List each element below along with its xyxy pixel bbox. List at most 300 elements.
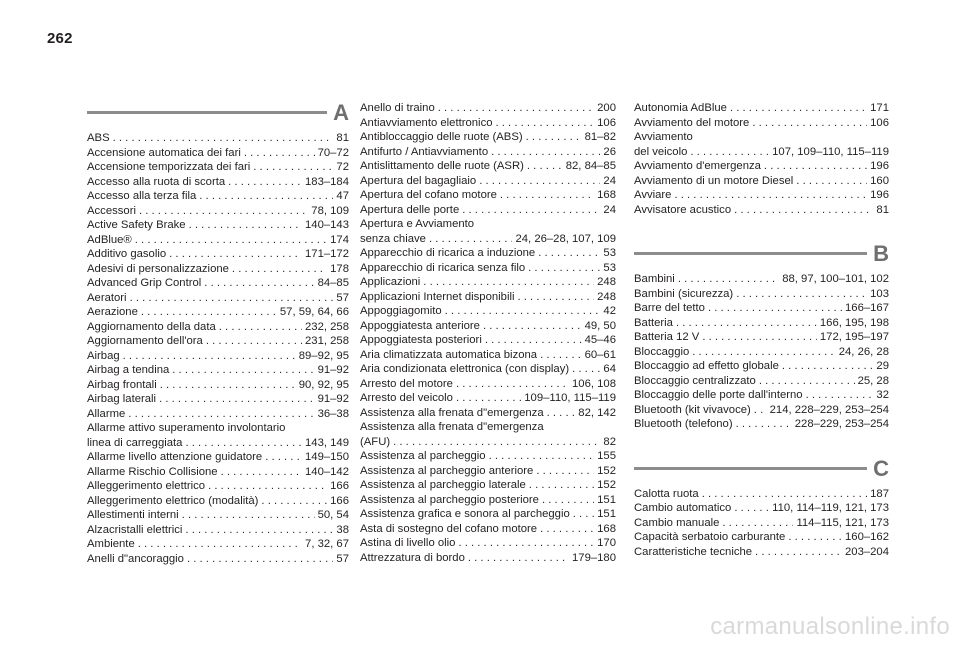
index-entry bbox=[360, 290, 616, 305]
index-entry-pages: 228–229, 253–254 bbox=[794, 418, 889, 430]
dot-leader bbox=[788, 530, 842, 545]
index-entry-pages: 187 bbox=[870, 487, 889, 500]
index-entry-label: Antifurto / Antiavviamento bbox=[360, 145, 489, 158]
dot-leader bbox=[755, 545, 842, 560]
dot-leader bbox=[734, 501, 769, 516]
index-entry-pages: 106 bbox=[870, 116, 889, 129]
index-entry-pages: 171–172 bbox=[305, 248, 349, 260]
dot-leader bbox=[138, 537, 302, 552]
index-entry-label: Assistenza al parcheggio laterale bbox=[360, 479, 526, 491]
index-entry bbox=[360, 246, 616, 261]
dot-leader bbox=[483, 319, 582, 334]
index-entry bbox=[87, 334, 349, 349]
index-entry-label-line: Allarme attivo superamento involontario bbox=[87, 422, 286, 434]
dot-leader bbox=[130, 291, 334, 306]
index-entry-pages: 53 bbox=[603, 261, 616, 274]
index-entry-pages: 88, 97, 100–101, 102 bbox=[782, 273, 889, 285]
index-entry-pages: 81–82 bbox=[584, 131, 616, 143]
index-entry-row bbox=[360, 551, 616, 566]
index-entry-row bbox=[360, 246, 616, 261]
index-entry bbox=[87, 204, 349, 219]
dot-leader bbox=[496, 116, 595, 131]
index-entry-list bbox=[634, 272, 889, 432]
index-entry-row bbox=[634, 301, 889, 316]
index-entry-row bbox=[87, 494, 349, 509]
index-entry-row bbox=[360, 464, 616, 479]
index-entry-pages: 36–38 bbox=[317, 407, 349, 420]
index-entry-pages: 91–92 bbox=[317, 393, 349, 405]
dot-leader bbox=[540, 348, 582, 363]
index-entry-label-line: Avviamento bbox=[634, 131, 693, 143]
dot-leader bbox=[690, 145, 769, 160]
index-entry-row bbox=[87, 479, 349, 494]
index-entry-label: (AFU) bbox=[360, 435, 391, 448]
index-entry-pages: 168 bbox=[597, 189, 616, 201]
dot-leader bbox=[253, 160, 333, 175]
index-entry-label: Avviamento di un motore Diesel bbox=[634, 174, 794, 187]
index-entry-pages: 82, 142 bbox=[578, 406, 616, 419]
index-entry-label: Additivo gasolio bbox=[87, 248, 167, 260]
index-entry-label: Calotta ruota bbox=[634, 487, 699, 500]
index-entry-row bbox=[87, 218, 349, 233]
index-entry bbox=[634, 101, 889, 116]
index-entry bbox=[87, 146, 349, 161]
dot-leader bbox=[538, 246, 600, 261]
index-entry-label: Airbag a tendina bbox=[87, 364, 170, 376]
index-entry-pages: 82 bbox=[603, 435, 616, 448]
index-entry-row bbox=[634, 145, 889, 160]
index-entry-pages: 248 bbox=[597, 290, 616, 303]
index-entry-row bbox=[360, 493, 616, 508]
index-entry-label: Applicazioni Internet disponibili bbox=[360, 290, 515, 303]
index-entry-row bbox=[360, 261, 616, 276]
index-entry-row bbox=[360, 522, 616, 537]
dot-leader bbox=[676, 316, 817, 331]
index-entry-row bbox=[87, 320, 349, 335]
index-entry bbox=[360, 116, 616, 131]
index-entry-row bbox=[634, 359, 889, 374]
dot-leader bbox=[261, 494, 327, 509]
watermark: carmanualsonline.info bbox=[710, 613, 950, 640]
dot-leader bbox=[752, 116, 867, 131]
index-entry-row bbox=[360, 333, 616, 348]
index-entry-pages: 57, 59, 64, 66 bbox=[279, 306, 349, 318]
index-entry bbox=[634, 388, 889, 403]
dot-leader bbox=[141, 305, 277, 320]
index-entry bbox=[360, 522, 616, 537]
index-entry-label: Bloccaggio centralizzato bbox=[634, 374, 756, 387]
section-header bbox=[634, 242, 889, 269]
dot-leader bbox=[722, 516, 793, 531]
index-entry bbox=[634, 403, 889, 418]
index-entry-row bbox=[634, 417, 889, 432]
dot-leader bbox=[540, 522, 594, 537]
index-entry-list bbox=[87, 131, 349, 566]
index-entry bbox=[634, 188, 889, 203]
index-entry-row bbox=[87, 247, 349, 262]
dot-leader bbox=[189, 218, 302, 233]
index-entry bbox=[360, 159, 616, 174]
index-entry bbox=[360, 203, 616, 218]
index-entry-label: Airbag laterali bbox=[87, 393, 157, 405]
index-entry-label: Assistenza alla frenata d"emergenza bbox=[360, 406, 544, 419]
index-entry-label: Apparecchio di ricarica a induzione bbox=[360, 247, 536, 259]
dot-leader bbox=[528, 261, 600, 276]
index-entry-row bbox=[634, 330, 889, 345]
index-entry-label: Apertura del bagagliaio bbox=[360, 174, 477, 187]
index-entry-label: Active Safety Brake bbox=[87, 219, 186, 231]
index-entry-pages: 160–162 bbox=[845, 531, 889, 543]
index-entry-pages: 174 bbox=[330, 233, 349, 246]
index-entry-label: Bloccaggio delle porte dall'interno bbox=[634, 389, 803, 401]
index-entry-row bbox=[360, 290, 616, 305]
dot-leader bbox=[462, 203, 600, 218]
index-entry-row bbox=[360, 159, 616, 174]
index-entry-pages: 24 bbox=[603, 203, 616, 216]
index-entry bbox=[360, 261, 616, 276]
dot-leader bbox=[708, 301, 842, 316]
section-header bbox=[634, 457, 889, 484]
index-entry-pages: 166–167 bbox=[845, 302, 889, 314]
index-entry-pages: 152 bbox=[597, 464, 616, 477]
dot-leader bbox=[169, 247, 302, 262]
index-entry-row bbox=[634, 487, 889, 502]
index-entry-label: Allarme Rischio Collisione bbox=[87, 465, 218, 478]
index-entry-label: Aggiornamento della data bbox=[87, 320, 216, 333]
index-entry bbox=[360, 333, 616, 348]
index-entry bbox=[634, 487, 889, 502]
index-entry-row bbox=[360, 116, 616, 131]
index-entry-label: Bloccaggio bbox=[634, 345, 690, 358]
index-entry-row bbox=[87, 233, 349, 248]
index-entry bbox=[360, 391, 616, 406]
index-entry-row bbox=[87, 276, 349, 291]
index-entry-label: Assistenza al parcheggio posteriore bbox=[360, 493, 539, 506]
index-entry-pages: 200 bbox=[597, 102, 616, 114]
index-entry-row bbox=[87, 305, 349, 320]
index-entry-label: Allestimenti interni bbox=[87, 509, 179, 521]
index-entry bbox=[360, 536, 616, 551]
index-entry-label: Advanced Grip Control bbox=[87, 277, 202, 289]
dot-leader bbox=[185, 523, 333, 538]
index-entry-row bbox=[634, 345, 889, 360]
dot-leader bbox=[199, 189, 333, 204]
index-entry-pages: 140–142 bbox=[305, 465, 349, 478]
index-entry-label: del veicolo bbox=[634, 145, 688, 158]
index-entry-pages: 149–150 bbox=[305, 451, 349, 463]
index-entry bbox=[634, 516, 889, 531]
index-entry-row bbox=[87, 378, 349, 393]
index-entry bbox=[360, 130, 616, 145]
index-entry bbox=[634, 301, 889, 316]
index-entry bbox=[634, 272, 889, 287]
index-entry-pages: 140–143 bbox=[305, 219, 349, 231]
dot-leader bbox=[468, 551, 569, 566]
dot-leader bbox=[754, 403, 767, 418]
index-entry bbox=[87, 218, 349, 233]
index-entry-pages: 172, 195–197 bbox=[819, 331, 889, 343]
index-entry bbox=[87, 349, 349, 364]
index-entry-label: Appoggiatesta anteriore bbox=[360, 319, 480, 332]
index-entry-label-line: Assistenza alla frenata d"emergenza bbox=[360, 421, 544, 433]
dot-leader bbox=[489, 449, 595, 464]
index-entry bbox=[87, 537, 349, 552]
index-entry-label: Antiavviamento elettronico bbox=[360, 116, 493, 129]
index-entry-list bbox=[634, 101, 889, 217]
index-entry bbox=[360, 188, 616, 203]
dot-leader bbox=[542, 493, 594, 508]
index-entry-label: Astina di livello olio bbox=[360, 537, 456, 549]
index-entry-label: Applicazioni bbox=[360, 276, 421, 288]
index-entry-pages: 26 bbox=[603, 145, 616, 158]
index-entry-label: Alleggerimento elettrico (modalità) bbox=[87, 494, 259, 507]
index-entry bbox=[87, 421, 349, 450]
index-entry bbox=[87, 552, 349, 567]
index-entry-row bbox=[360, 478, 616, 493]
dot-leader bbox=[185, 436, 302, 451]
index-entry-row bbox=[360, 275, 616, 290]
index-entry-label: Avviare bbox=[634, 189, 672, 201]
dot-leader bbox=[702, 487, 867, 502]
index-entry-label: Aria condizionata elettronica (con display) bbox=[360, 363, 570, 375]
index-entry-row bbox=[87, 450, 349, 465]
section-divider bbox=[634, 467, 867, 470]
index-entry bbox=[87, 450, 349, 465]
index-entry-label: Avviamento del motore bbox=[634, 116, 750, 129]
dot-leader bbox=[736, 287, 867, 302]
index-entry-row bbox=[87, 407, 349, 422]
index-entry bbox=[360, 348, 616, 363]
dot-leader bbox=[796, 174, 867, 189]
section-gap bbox=[634, 432, 889, 457]
index-entry-pages: 32 bbox=[876, 389, 889, 401]
dot-leader bbox=[232, 262, 327, 277]
dot-leader bbox=[221, 465, 302, 480]
index-entry-pages: 72 bbox=[336, 161, 349, 173]
index-entry-row bbox=[634, 188, 889, 203]
index-entry-label: Allarme livello attenzione guidatore bbox=[87, 451, 263, 463]
index-entry-row bbox=[360, 507, 616, 522]
index-entry-pages: 107, 109–110, 115–119 bbox=[772, 145, 889, 158]
index-entry bbox=[360, 217, 616, 246]
index-entry-pages: 60–61 bbox=[584, 348, 616, 361]
index-entry-label: Batteria bbox=[634, 316, 673, 329]
index-entry-row bbox=[634, 101, 889, 116]
index-entry-row bbox=[87, 465, 349, 480]
index-entry bbox=[87, 479, 349, 494]
index-entry bbox=[634, 374, 889, 389]
dot-leader bbox=[736, 417, 792, 432]
index-entry-label: Assistenza al parcheggio anteriore bbox=[360, 464, 534, 477]
dot-leader bbox=[759, 374, 855, 389]
index-entry-row bbox=[634, 501, 889, 516]
dot-leader bbox=[527, 159, 563, 174]
index-entry bbox=[87, 378, 349, 393]
dot-leader bbox=[228, 175, 302, 190]
index-entry-row bbox=[87, 392, 349, 407]
index-entry-row bbox=[634, 374, 889, 389]
index-entry bbox=[634, 130, 889, 159]
index-entry bbox=[87, 189, 349, 204]
index-entry bbox=[87, 465, 349, 480]
dot-leader bbox=[456, 377, 569, 392]
dot-leader bbox=[485, 333, 582, 348]
section-letter: B bbox=[873, 241, 889, 266]
index-entry bbox=[360, 420, 616, 449]
dot-leader bbox=[517, 290, 594, 305]
index-entry-label: Accensione temporizzata dei fari bbox=[87, 161, 251, 173]
index-entry-pages: 49, 50 bbox=[584, 319, 616, 332]
index-entry-pages: 78, 109 bbox=[311, 204, 349, 217]
index-entry-row bbox=[87, 334, 349, 349]
index-entry bbox=[360, 145, 616, 160]
index-entry-label: Accensione automatica dei fari bbox=[87, 146, 241, 159]
dot-leader bbox=[182, 508, 315, 523]
index-entry bbox=[87, 291, 349, 306]
index-column-2 bbox=[360, 101, 616, 565]
index-entry-pages: 25, 28 bbox=[857, 374, 889, 387]
index-entry bbox=[634, 417, 889, 432]
index-entry-row bbox=[360, 536, 616, 551]
index-entry bbox=[87, 407, 349, 422]
index-entry bbox=[360, 464, 616, 479]
index-entry bbox=[360, 304, 616, 319]
index-entry-row bbox=[87, 523, 349, 538]
dot-leader bbox=[491, 145, 600, 160]
index-entry bbox=[634, 545, 889, 560]
index-entry-pages: 106, 108 bbox=[572, 377, 616, 390]
dot-leader bbox=[438, 101, 594, 116]
index-entry bbox=[87, 131, 349, 146]
index-entry bbox=[634, 345, 889, 360]
index-entry-pages: 24, 26–28, 107, 109 bbox=[515, 232, 616, 245]
index-entry bbox=[87, 508, 349, 523]
index-entry bbox=[634, 316, 889, 331]
index-entry-row bbox=[634, 287, 889, 302]
index-entry-label: Alleggerimento elettrico bbox=[87, 480, 206, 492]
index-entry-row bbox=[634, 516, 889, 531]
index-entry bbox=[634, 530, 889, 545]
index-entry-row bbox=[87, 131, 349, 146]
index-entry-label: Attrezzatura di bordo bbox=[360, 551, 465, 564]
section-gap bbox=[634, 217, 889, 242]
index-entry-row bbox=[360, 406, 616, 421]
index-entry-pages: 196 bbox=[870, 160, 889, 172]
index-entry bbox=[360, 275, 616, 290]
dot-leader bbox=[265, 450, 302, 465]
index-entry bbox=[87, 233, 349, 248]
index-entry-label: Alzacristalli elettrici bbox=[87, 523, 183, 536]
index-entry bbox=[634, 203, 889, 218]
index-entry-label: Airbag frontali bbox=[87, 378, 157, 391]
index-entry-pages: 53 bbox=[603, 247, 616, 259]
index-entry-label: Adesivi di personalizzazione bbox=[87, 262, 229, 275]
index-entry-pages: 171 bbox=[870, 102, 889, 114]
dot-leader bbox=[206, 334, 302, 349]
index-entry-label: Anello di traino bbox=[360, 102, 435, 114]
index-entry-label: Capacità serbatoio carburante bbox=[634, 531, 786, 543]
index-entry-label: Assistenza al parcheggio bbox=[360, 450, 486, 462]
index-entry-label: Appoggiagomito bbox=[360, 305, 442, 317]
index-entry-pages: 110, 114–119, 121, 173 bbox=[772, 502, 889, 514]
dot-leader bbox=[172, 363, 314, 378]
index-entry bbox=[87, 305, 349, 320]
index-entry bbox=[360, 551, 616, 566]
index-entry-label: Appoggiatesta posteriori bbox=[360, 334, 482, 346]
index-entry-row bbox=[360, 232, 616, 247]
index-entry-row bbox=[87, 537, 349, 552]
index-entry-pages: 214, 228–229, 253–254 bbox=[769, 403, 889, 416]
index-entry-row bbox=[87, 363, 349, 378]
index-entry-pages: 90, 92, 95 bbox=[298, 378, 349, 391]
index-entry-label: linea di carreggiata bbox=[87, 436, 183, 449]
index-entry bbox=[634, 501, 889, 516]
dot-leader bbox=[204, 276, 314, 291]
index-entry bbox=[360, 478, 616, 493]
index-entry-pages: 81 bbox=[876, 203, 889, 216]
dot-leader bbox=[572, 362, 600, 377]
section-divider bbox=[87, 111, 327, 114]
dot-leader bbox=[764, 159, 867, 174]
index-column-3 bbox=[634, 101, 889, 559]
index-entry-label: Bambini bbox=[634, 273, 675, 285]
index-entry-row bbox=[87, 291, 349, 306]
index-entry bbox=[360, 377, 616, 392]
index-entry-pages: 103 bbox=[870, 287, 889, 300]
index-entry-row bbox=[87, 508, 349, 523]
index-entry bbox=[87, 175, 349, 190]
dot-leader bbox=[429, 232, 513, 247]
index-entry-label: Antibloccaggio delle ruote (ABS) bbox=[360, 131, 523, 143]
index-entry-row bbox=[360, 145, 616, 160]
index-column-1 bbox=[87, 101, 349, 566]
index-entry-label: Accessori bbox=[87, 204, 136, 217]
dot-leader bbox=[128, 407, 314, 422]
dot-leader bbox=[529, 478, 594, 493]
index-entry bbox=[634, 116, 889, 131]
index-entry-label: Apertura delle porte bbox=[360, 203, 460, 216]
index-entry bbox=[360, 406, 616, 421]
index-entry-label: Avviamento d'emergenza bbox=[634, 160, 761, 172]
index-entry-pages: 166 bbox=[330, 494, 349, 507]
dot-leader bbox=[526, 130, 582, 145]
index-entry-pages: 84–85 bbox=[317, 277, 349, 289]
index-entry-pages: 57 bbox=[336, 291, 349, 304]
index-entry-pages: 183–184 bbox=[305, 175, 349, 188]
index-entry-pages: 166 bbox=[330, 480, 349, 492]
section-letter: A bbox=[333, 100, 349, 125]
index-entry-row bbox=[360, 377, 616, 392]
dot-leader bbox=[573, 507, 594, 522]
index-entry-row bbox=[360, 188, 616, 203]
index-entry-label: AdBlue® bbox=[87, 233, 132, 246]
dot-leader bbox=[674, 188, 867, 203]
dot-leader bbox=[678, 272, 779, 287]
index-entry bbox=[87, 363, 349, 378]
index-entry-row bbox=[87, 436, 349, 451]
index-entry-label: Aerazione bbox=[87, 306, 138, 318]
index-entry-pages: 89–92, 95 bbox=[298, 349, 349, 362]
index-entry bbox=[634, 330, 889, 345]
dot-leader bbox=[458, 536, 594, 551]
index-entry-label: Assistenza grafica e sonora al parcheggio bbox=[360, 508, 570, 520]
index-entry-row bbox=[634, 272, 889, 287]
dot-leader bbox=[730, 101, 867, 116]
index-entry-pages: 106 bbox=[597, 116, 616, 129]
index-entry bbox=[634, 174, 889, 189]
dot-leader bbox=[244, 146, 315, 161]
dot-leader bbox=[500, 188, 594, 203]
